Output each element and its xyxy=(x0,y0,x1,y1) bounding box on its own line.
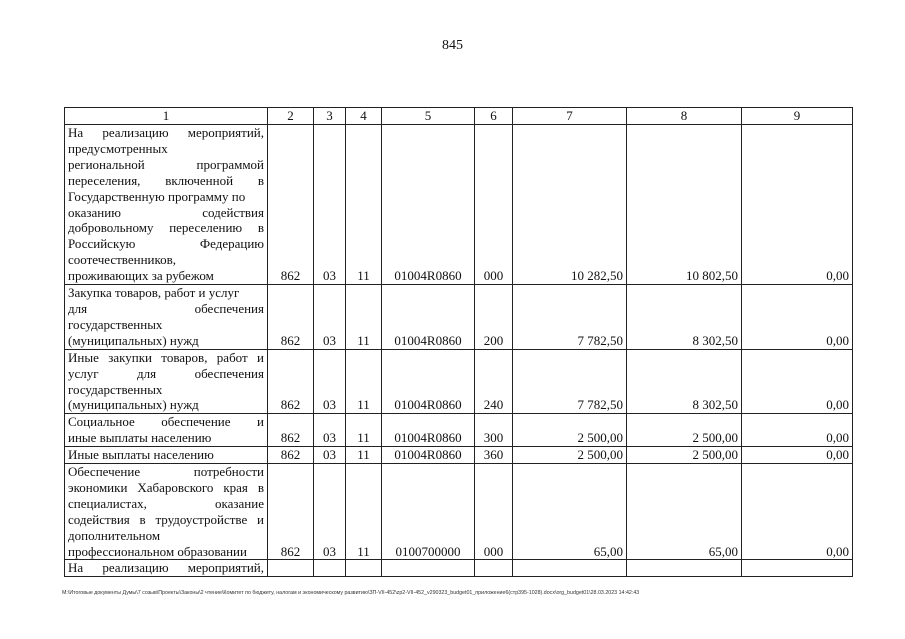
row-name-line: специалистах, оказание xyxy=(68,495,264,511)
row-grbs-code: 862 xyxy=(268,447,314,464)
row-amount-9: 0,00 xyxy=(742,349,853,414)
row-section-code: 03 xyxy=(314,414,346,447)
row-name-line: Иные выплаты населению xyxy=(68,447,214,463)
row-name-cell xyxy=(65,447,268,464)
row-amount-9 xyxy=(742,560,853,577)
row-subsection-code xyxy=(346,560,382,577)
header-col-9: 9 xyxy=(742,108,853,125)
row-grbs-code: 862 xyxy=(268,464,314,560)
row-name-line: Иные закупки товаров, работ и xyxy=(68,349,264,365)
row-grbs-code: 862 xyxy=(268,125,314,285)
row-amount-8 xyxy=(627,560,742,577)
row-amount-9: 0,00 xyxy=(742,464,853,560)
row-amount-8: 65,00 xyxy=(627,464,742,560)
row-name-line: профессиональном образовании xyxy=(68,543,247,559)
row-name-line: иные выплаты населению xyxy=(68,430,212,446)
row-amount-8: 8 302,50 xyxy=(627,349,742,414)
row-name-line: Государственную программу по xyxy=(68,188,246,204)
row-name-line: оказанию содействия xyxy=(68,204,264,220)
table-row xyxy=(65,285,853,350)
row-subsection-code: 11 xyxy=(346,447,382,464)
row-amount-8: 10 802,50 xyxy=(627,125,742,285)
row-subsection-code: 11 xyxy=(346,464,382,560)
row-subsection-code: 11 xyxy=(346,125,382,285)
row-target-article: 01004R0860 xyxy=(382,349,475,414)
row-name-cell xyxy=(65,125,268,285)
row-amount-8: 2 500,00 xyxy=(627,414,742,447)
row-name-line: добровольному переселению в xyxy=(68,220,264,236)
row-amount-9: 0,00 xyxy=(742,125,853,285)
row-name-line: На реализацию мероприятий, xyxy=(68,560,264,576)
row-name-line: государственных xyxy=(68,316,163,332)
header-col-5: 5 xyxy=(382,108,475,125)
row-section-code xyxy=(314,560,346,577)
budget-table xyxy=(64,107,853,577)
row-target-article: 01004R0860 xyxy=(382,125,475,285)
row-name-cell xyxy=(65,414,268,447)
row-amount-7: 7 782,50 xyxy=(513,349,627,414)
row-amount-7: 2 500,00 xyxy=(513,447,627,464)
row-section-code: 03 xyxy=(314,285,346,350)
row-name-line: экономики Хабаровского края в xyxy=(68,479,264,495)
table-row xyxy=(65,125,853,285)
row-section-code: 03 xyxy=(314,125,346,285)
row-name-cell xyxy=(65,464,268,560)
row-expense-type: 300 xyxy=(475,414,513,447)
row-name-line: (муниципальных) нужд xyxy=(68,397,199,413)
row-grbs-code: 862 xyxy=(268,414,314,447)
row-name-line: Закупка товаров, работ и услуг xyxy=(68,285,240,301)
row-name-line: услуг для обеспечения xyxy=(68,365,264,381)
row-subsection-code: 11 xyxy=(346,285,382,350)
row-name-cell xyxy=(65,285,268,350)
row-amount-9: 0,00 xyxy=(742,285,853,350)
row-target-article: 01004R0860 xyxy=(382,285,475,350)
row-name-line: государственных xyxy=(68,381,163,397)
row-expense-type xyxy=(475,560,513,577)
row-amount-8: 2 500,00 xyxy=(627,447,742,464)
row-expense-type: 200 xyxy=(475,285,513,350)
row-amount-9: 0,00 xyxy=(742,447,853,464)
row-expense-type: 000 xyxy=(475,464,513,560)
table-row xyxy=(65,349,853,414)
page-number: 845 xyxy=(442,38,463,53)
header-col-3: 3 xyxy=(314,108,346,125)
header-col-8: 8 xyxy=(627,108,742,125)
row-amount-7: 7 782,50 xyxy=(513,285,627,350)
row-amount-7 xyxy=(513,560,627,577)
table-row xyxy=(65,464,853,560)
row-name-cell xyxy=(65,560,268,577)
row-amount-7: 2 500,00 xyxy=(513,414,627,447)
row-name-line: Социальное обеспечение и xyxy=(68,414,264,430)
row-name-line: Российскую Федерацию xyxy=(68,236,264,252)
header-col-6: 6 xyxy=(475,108,513,125)
row-target-article: 0100700000 xyxy=(382,464,475,560)
row-name-line: соотечественников, xyxy=(68,252,177,268)
header-col-1: 1 xyxy=(65,108,268,125)
row-subsection-code: 11 xyxy=(346,349,382,414)
row-name-line: (муниципальных) нужд xyxy=(68,332,199,348)
row-name-cell xyxy=(65,349,268,414)
row-grbs-code xyxy=(268,560,314,577)
row-target-article: 01004R0860 xyxy=(382,447,475,464)
row-grbs-code: 862 xyxy=(268,349,314,414)
row-target-article: 01004R0860 xyxy=(382,414,475,447)
table-row xyxy=(65,560,853,577)
row-section-code: 03 xyxy=(314,447,346,464)
row-name-line: Обеспечение потребности xyxy=(68,464,264,480)
row-name-line: переселения, включенной в xyxy=(68,172,264,188)
footer-file-path: M:\Итоговые документы Думы\7 созыв\Проекты\Законы\2 чтение\Комитет по бюджету, налогам и экономическому развитию\ЗП-VII-452\zp2-VII-452_v290323_budget01_приложение6(стр395-1028).docx\org_budget01\28.03.2023 14:42:43 xyxy=(62,590,640,596)
header-col-7: 7 xyxy=(513,108,627,125)
row-name-line: предусмотренных xyxy=(68,140,168,156)
row-name-line: содействия в трудоустройстве и xyxy=(68,511,264,527)
row-amount-7: 65,00 xyxy=(513,464,627,560)
row-amount-9: 0,00 xyxy=(742,414,853,447)
row-amount-8: 8 302,50 xyxy=(627,285,742,350)
row-amount-7: 10 282,50 xyxy=(513,125,627,285)
header-row xyxy=(65,108,853,125)
row-name-line: На реализацию мероприятий, xyxy=(68,125,264,140)
row-section-code: 03 xyxy=(314,464,346,560)
row-expense-type: 360 xyxy=(475,447,513,464)
row-target-article xyxy=(382,560,475,577)
row-name-line: для обеспечения xyxy=(68,300,264,316)
header-col-4: 4 xyxy=(346,108,382,125)
row-name-line: дополнительном xyxy=(68,527,161,543)
row-name-line: проживающих за рубежом xyxy=(68,268,214,284)
table-row xyxy=(65,447,853,464)
row-subsection-code: 11 xyxy=(346,414,382,447)
row-section-code: 03 xyxy=(314,349,346,414)
table-row xyxy=(65,414,853,447)
row-name-line: региональной программой xyxy=(68,156,264,172)
header-col-2: 2 xyxy=(268,108,314,125)
row-expense-type: 240 xyxy=(475,349,513,414)
table-body xyxy=(65,125,853,577)
row-expense-type: 000 xyxy=(475,125,513,285)
row-grbs-code: 862 xyxy=(268,285,314,350)
